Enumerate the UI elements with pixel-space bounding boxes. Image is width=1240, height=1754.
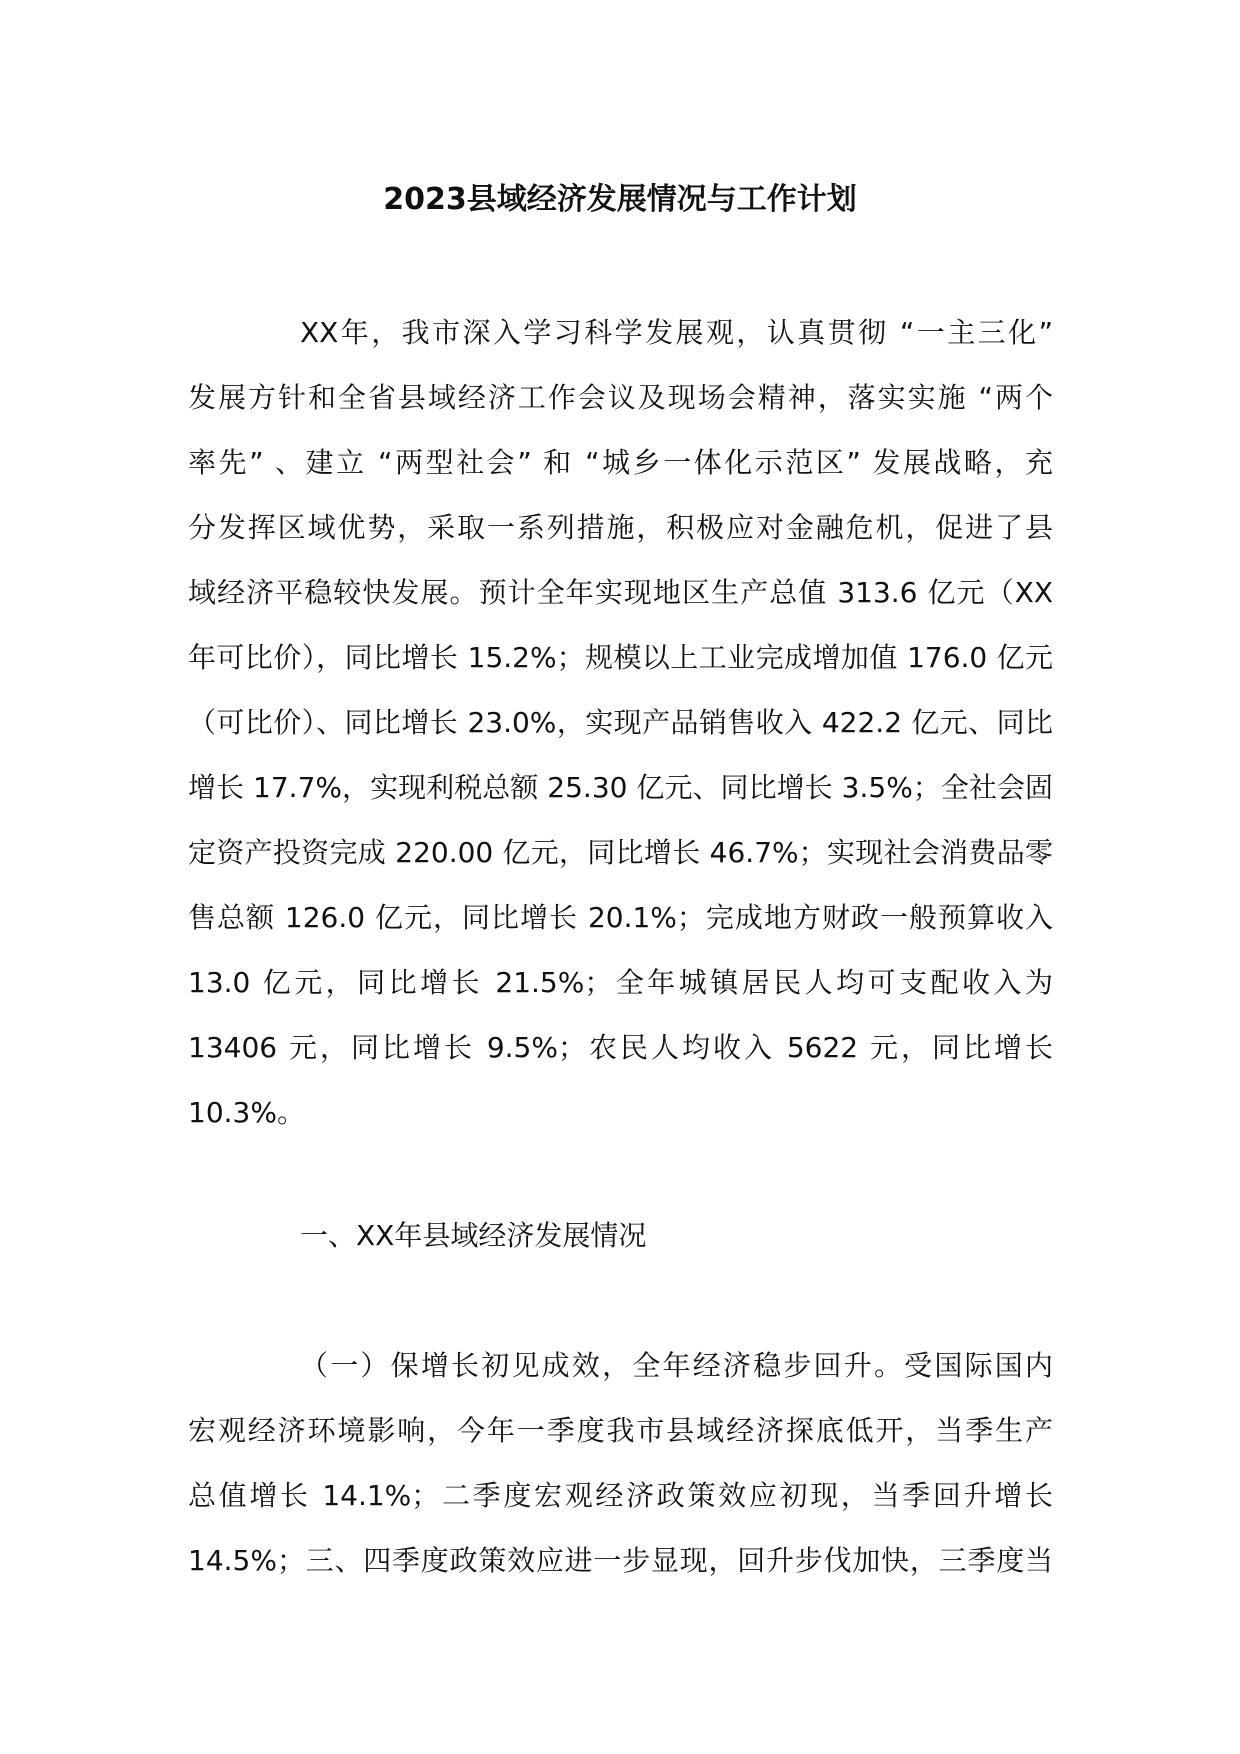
- paragraph-line: （可比价）、同比增长 23.0%，实现产品销售收入 422.2 亿元、同比: [188, 706, 1053, 739]
- paragraph-line: 域经济平稳较快发展。预计全年实现地区生产总值 313.6 亿元（XX: [188, 576, 1053, 609]
- paragraph-line: 分发挥区域优势，采取一系列措施，积极应对金融危机，促进了县: [188, 511, 1053, 544]
- paragraph-line: XX年，我市深入学习科学发展观，认真贯彻 “一主三化”: [300, 316, 1053, 349]
- paragraph-line: （一）保增长初见成效，全年经济稳步回升。受国际国内: [300, 1349, 1053, 1382]
- paragraph-line: 发展方针和全省县域经济工作会议及现场会精神，落实实施 “两个: [188, 381, 1053, 414]
- section-heading: [188, 1203, 1053, 1268]
- paragraph-line: 14.5%；三、四季度政策效应进一步显现，回升步伐加快，三季度当: [188, 1544, 1053, 1577]
- paragraph-line: 13406 元，同比增长 9.5%；农民人均收入 5622 元，同比增长: [188, 1031, 1053, 1064]
- document-title: 2023县域经济发展情况与工作计划: [383, 182, 857, 217]
- section-heading-text: 一、XX年县域经济发展情况: [300, 1219, 647, 1252]
- paragraph-line: 增长 17.7%，实现利税总额 25.30 亿元、同比增长 3.5%；全社会固: [188, 771, 1053, 804]
- paragraph-line: 13.0 亿元，同比增长 21.5%；全年城镇居民人均可支配收入为: [188, 966, 1053, 999]
- paragraph-line: 宏观经济环境影响，今年一季度我市县域经济探底低开，当季生产: [188, 1414, 1053, 1447]
- paragraph-line: 率先” 、建立 “两型社会” 和 “城乡一体化示范区” 发展战略，充: [188, 446, 1053, 479]
- paragraph-line: 年可比价），同比增长 15.2%；规模以上工业完成增加值 176.0 亿元: [188, 641, 1053, 674]
- paragraph-line: 售总额 126.0 亿元，同比增长 20.1%；完成地方财政一般预算收入: [188, 901, 1053, 934]
- paragraph-line: 定资产投资完成 220.00 亿元，同比增长 46.7%；实现社会消费品零: [188, 836, 1053, 869]
- paragraph-line: 总值增长 14.1%；二季度宏观经济政策效应初现，当季回升增长: [188, 1479, 1053, 1512]
- intro-paragraph: [188, 300, 1053, 1145]
- section1-paragraph: [188, 1333, 1053, 1593]
- paragraph-line: 10.3%。: [188, 1096, 305, 1129]
